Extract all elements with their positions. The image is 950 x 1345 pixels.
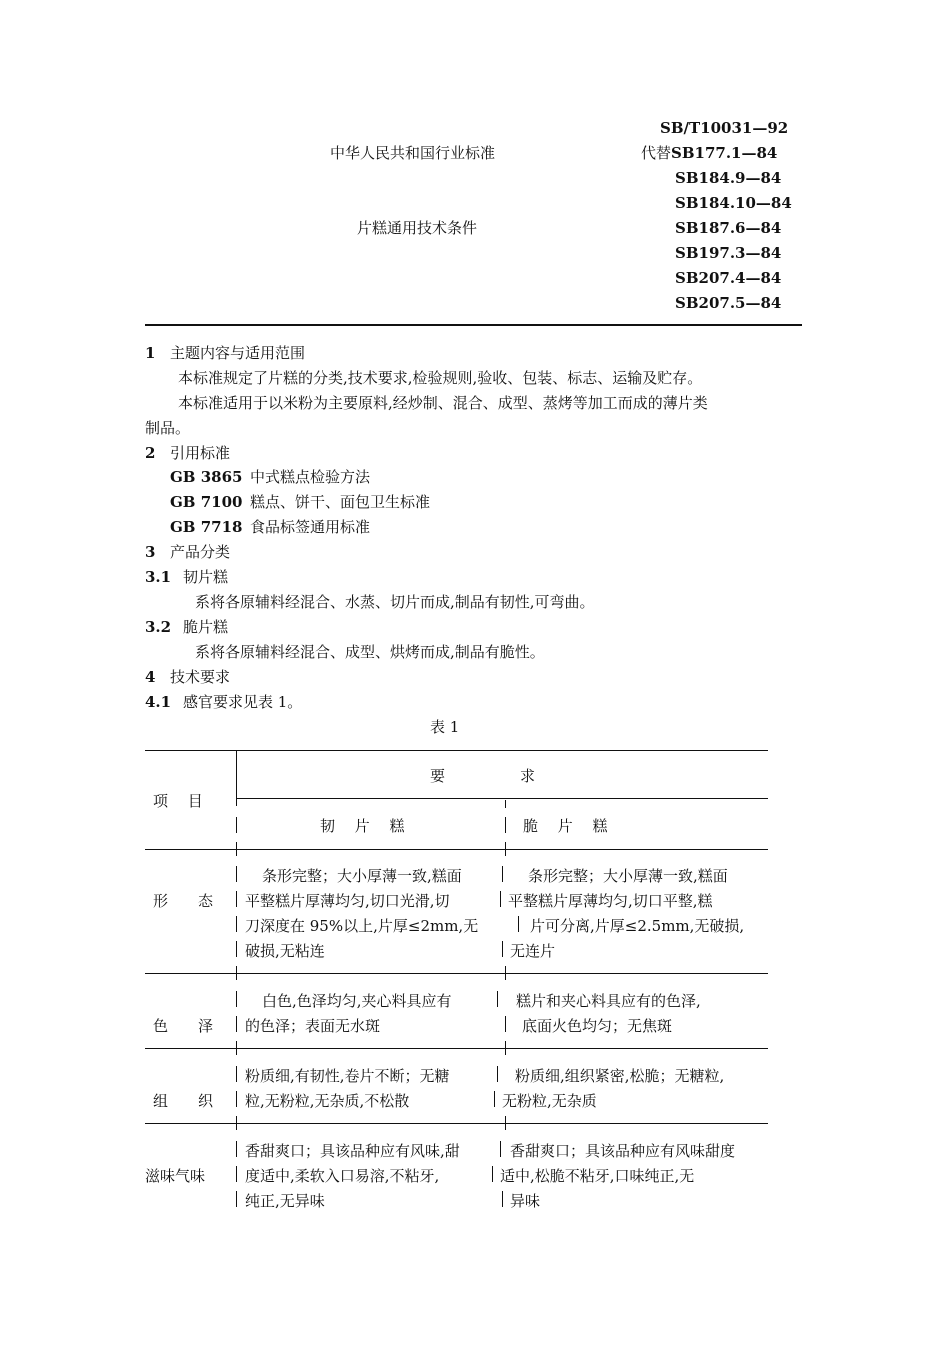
table-caption: 表 1 bbox=[430, 718, 460, 736]
section-1-paragraph-cont: 制品。 bbox=[145, 419, 191, 437]
reference-name: 食品标签通用标准 bbox=[250, 518, 371, 536]
section-3-2-number: 3.2 bbox=[145, 618, 172, 636]
row-item-label: 组 织 bbox=[153, 1092, 214, 1110]
cell-text: 破损,无粘连 bbox=[245, 942, 325, 960]
reference-name: 中式糕点检验方法 bbox=[250, 468, 371, 486]
column-separator bbox=[492, 1166, 493, 1182]
header-divider bbox=[145, 324, 802, 326]
row-item-label: 滋味气味 bbox=[145, 1167, 206, 1185]
cell-text: 条形完整；大小厚薄一致,糕面 bbox=[528, 867, 728, 885]
cell-text: 条形完整；大小厚薄一致,糕面 bbox=[262, 867, 462, 885]
column-separator bbox=[505, 1116, 506, 1130]
section-1-paragraph: 本标准适用于以米粉为主要原料,经炒制、混合、成型、蒸烤等加工而成的薄片类 bbox=[178, 394, 708, 412]
header-item: 项 目 bbox=[153, 792, 203, 810]
column-separator bbox=[505, 842, 506, 856]
column-separator bbox=[236, 1091, 237, 1107]
cell-text: 度适中,柔软入口易溶,不粘牙, bbox=[245, 1167, 440, 1185]
replaces-prefix: 代替 bbox=[641, 144, 672, 162]
section-1-title: 主题内容与适用范围 bbox=[170, 344, 306, 362]
column-separator bbox=[236, 1191, 237, 1207]
column-separator bbox=[502, 866, 503, 882]
header-requirements: 要 求 bbox=[430, 767, 536, 785]
section-3-number: 3 bbox=[145, 543, 156, 561]
column-separator bbox=[236, 1166, 237, 1182]
row-item-label: 色 泽 bbox=[153, 1017, 214, 1035]
table-rule bbox=[145, 849, 768, 850]
standard-category-title: 中华人民共和国行业标准 bbox=[330, 144, 496, 162]
section-4-number: 4 bbox=[145, 668, 156, 686]
column-separator bbox=[236, 1016, 237, 1032]
table-rule bbox=[145, 1048, 768, 1049]
column-separator bbox=[500, 891, 501, 907]
section-1-paragraph: 本标准规定了片糕的分类,技术要求,检验规则,验收、包装、标志、运输及贮存。 bbox=[178, 369, 703, 387]
replaces-line bbox=[641, 143, 777, 163]
reference-name: 糕点、饼干、面包卫生标准 bbox=[250, 493, 431, 511]
column-separator bbox=[236, 817, 237, 833]
column-separator bbox=[494, 1091, 495, 1107]
replaced-code: SB177.1—84 bbox=[671, 144, 778, 162]
column-separator bbox=[497, 1066, 498, 1082]
cell-text: 粒,无粉粒,无杂质,不松散 bbox=[245, 1092, 410, 1110]
cell-text: 粉质细,有韧性,卷片不断；无糖 bbox=[245, 1067, 450, 1085]
cell-text: 无粉粒,无杂质 bbox=[502, 1092, 597, 1110]
header-cui-pian-gao: 脆 片 糕 bbox=[523, 817, 608, 835]
column-separator bbox=[497, 991, 498, 1007]
standard-code: SB/T10031—92 bbox=[660, 119, 789, 137]
cell-text: 糕片和夹心料具应有的色泽, bbox=[516, 992, 701, 1010]
column-separator bbox=[236, 866, 237, 882]
column-separator bbox=[236, 842, 237, 856]
column-separator bbox=[236, 891, 237, 907]
replaced-code: SB197.3—84 bbox=[675, 244, 782, 262]
column-separator bbox=[236, 1066, 237, 1082]
document-title: 片糕通用技术条件 bbox=[357, 219, 478, 237]
column-separator bbox=[505, 1041, 506, 1055]
cell-text: 白色,色泽均匀,夹心料具应有 bbox=[262, 992, 452, 1010]
column-separator bbox=[502, 941, 503, 957]
replaced-code: SB207.4—84 bbox=[675, 269, 782, 287]
replaced-code: SB187.6—84 bbox=[675, 219, 782, 237]
section-4-1-number: 4.1 bbox=[145, 693, 172, 711]
cell-text: 异味 bbox=[510, 1192, 541, 1210]
reference-code: GB 7718 bbox=[170, 518, 243, 536]
cell-text: 无连片 bbox=[510, 942, 556, 960]
column-separator bbox=[236, 941, 237, 957]
cell-text: 的色泽；表面无水斑 bbox=[245, 1017, 381, 1035]
section-3-1-text: 系将各原辅料经混合、水蒸、切片而成,制品有韧性,可弯曲。 bbox=[195, 593, 595, 611]
replaced-code: SB184.10—84 bbox=[675, 194, 792, 212]
table-rule bbox=[145, 1123, 768, 1124]
cell-text: 适中,松脆不粘牙,口味纯正,无 bbox=[500, 1167, 695, 1185]
column-separator bbox=[505, 817, 506, 833]
reference-code: GB 7100 bbox=[170, 493, 243, 511]
cell-text: 底面火色均匀；无焦斑 bbox=[522, 1017, 673, 1035]
section-3-1-number: 3.1 bbox=[145, 568, 172, 586]
cell-text: 平整糕片厚薄均匀,切口光滑,切 bbox=[245, 892, 450, 910]
column-separator bbox=[236, 1116, 237, 1130]
column-separator bbox=[236, 916, 237, 932]
reference-code: GB 3865 bbox=[170, 468, 243, 486]
replaced-code: SB184.9—84 bbox=[675, 169, 782, 187]
section-4-title: 技术要求 bbox=[170, 668, 231, 686]
replaced-code: SB207.5—84 bbox=[675, 294, 782, 312]
table-rule bbox=[145, 973, 768, 974]
cell-text: 粉质细,组织紧密,松脆；无糖粒, bbox=[515, 1067, 725, 1085]
section-2-title: 引用标准 bbox=[170, 444, 231, 462]
row-item-label: 形 态 bbox=[153, 892, 214, 910]
column-separator bbox=[236, 966, 237, 980]
cell-text: 平整糕片厚薄均匀,切口平整,糕 bbox=[508, 892, 713, 910]
column-separator bbox=[502, 1191, 503, 1207]
table-rule bbox=[237, 798, 768, 799]
column-separator bbox=[236, 991, 237, 1007]
column-separator bbox=[505, 966, 506, 980]
section-3-2-text: 系将各原辅料经混合、成型、烘烤而成,制品有脆性。 bbox=[195, 643, 545, 661]
column-separator bbox=[500, 1141, 501, 1157]
table-rule bbox=[145, 750, 768, 751]
cell-text: 纯正,无异味 bbox=[245, 1192, 325, 1210]
section-3-2-title: 脆片糕 bbox=[183, 618, 229, 636]
header-ren-pian-gao: 韧 片 糕 bbox=[320, 817, 405, 835]
cell-text: 香甜爽口；具该品种应有风味,甜 bbox=[245, 1142, 460, 1160]
column-separator bbox=[236, 1041, 237, 1055]
section-3-1-title: 韧片糕 bbox=[183, 568, 229, 586]
cell-text: 刀深度在 95%以上,片厚≤2mm,无 bbox=[245, 917, 479, 935]
column-separator bbox=[518, 916, 519, 932]
column-separator bbox=[236, 792, 237, 806]
column-separator bbox=[505, 800, 506, 808]
section-3-title: 产品分类 bbox=[170, 543, 231, 561]
column-separator bbox=[236, 750, 237, 793]
section-2-number: 2 bbox=[145, 444, 156, 462]
cell-text: 香甜爽口；具该品种应有风味甜度 bbox=[510, 1142, 736, 1160]
section-1-number: 1 bbox=[145, 344, 156, 362]
section-4-1-text: 感官要求见表 1。 bbox=[183, 693, 303, 711]
column-separator bbox=[505, 1016, 506, 1032]
column-separator bbox=[236, 1141, 237, 1157]
cell-text: 片可分离,片厚≤2.5mm,无破损, bbox=[530, 917, 745, 935]
